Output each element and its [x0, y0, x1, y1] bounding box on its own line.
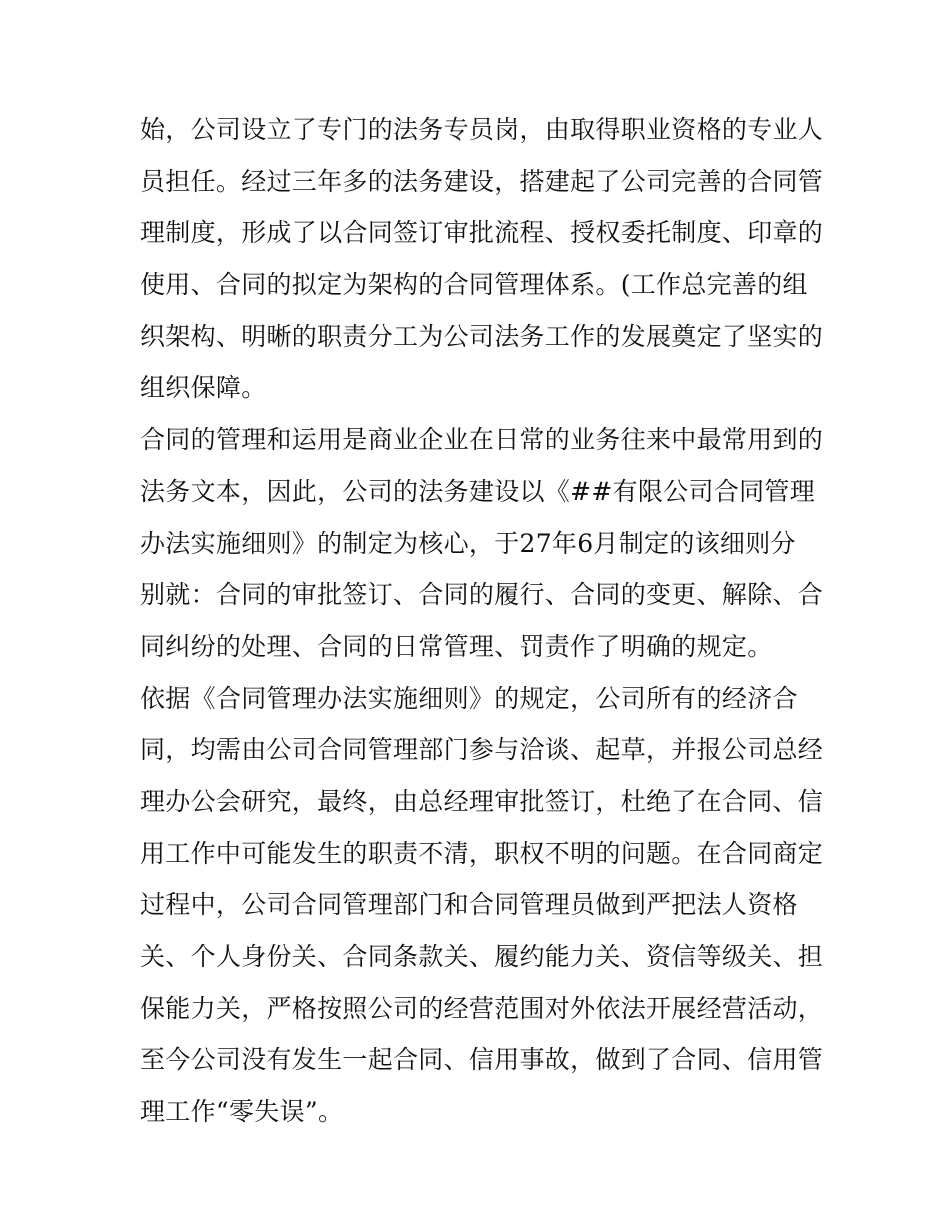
text-line: 合同的管理和运用是商业企业在日常的业务往来中最常用到的 — [140, 425, 824, 455]
text-line: 理工作“零失误”。 — [140, 1097, 344, 1127]
text-line: 依据《合同管理办法实施细则》的规定，公司所有的经济合 — [140, 683, 798, 713]
text-line: 办法实施细则》的制定为核心，于27年6月制定的该细则分 — [140, 528, 796, 558]
text-line: 至今公司没有发生一起合同、信用事故，做到了合同、信用管 — [140, 1045, 824, 1075]
text-line: 始，公司设立了专门的法务专员岗，由取得职业资格的专业人 — [140, 115, 824, 144]
text-line: 关、个人身份关、合同条款关、履约能力关、资信等级关、担 — [140, 942, 824, 971]
text-line: 组织保障。 — [140, 373, 267, 403]
text-line: 织架构、明晰的职责分工为公司法务工作的发展奠定了坚实的 — [140, 321, 824, 351]
text-line: 用工作中可能发生的职责不清，职权不明的问题。在合同商定 — [140, 838, 824, 868]
text-line: 保能力关，严格按照公司的经营范围对外依法开展经营活动， — [140, 993, 824, 1023]
text-line: 同，均需由公司合同管理部门参与洽谈、起草，并报公司总经 — [140, 735, 824, 765]
paragraph-1 — [140, 104, 824, 414]
text-line: 员担任。经过三年多的法务建设，搭建起了公司完善的合同管 — [140, 166, 824, 196]
text-line: 过程中，公司合同管理部门和合同管理员做到严把法人资格 — [140, 890, 798, 920]
text-line: 理制度，形成了以合同签订审批流程、授权委托制度、印章的 — [140, 218, 824, 248]
text-line: 理办公会研究，最终，由总经理审批签订，杜绝了在合同、信 — [140, 786, 824, 816]
text-line: 使用、合同的拟定为架构的合同管理体系。(工作总完善的组 — [140, 270, 808, 300]
text-line: 同纠纷的处理、合同的日常管理、罚责作了明确的规定。 — [140, 631, 773, 661]
document-body — [140, 104, 824, 1138]
text-line: 别就：合同的审批签订、合同的履行、合同的变更、解除、合 — [140, 580, 824, 610]
paragraph-2 — [140, 414, 824, 672]
text-line: 法务文本，因此，公司的法务建设以《##有限公司合同管理 — [140, 476, 815, 506]
paragraph-3 — [140, 673, 824, 1138]
